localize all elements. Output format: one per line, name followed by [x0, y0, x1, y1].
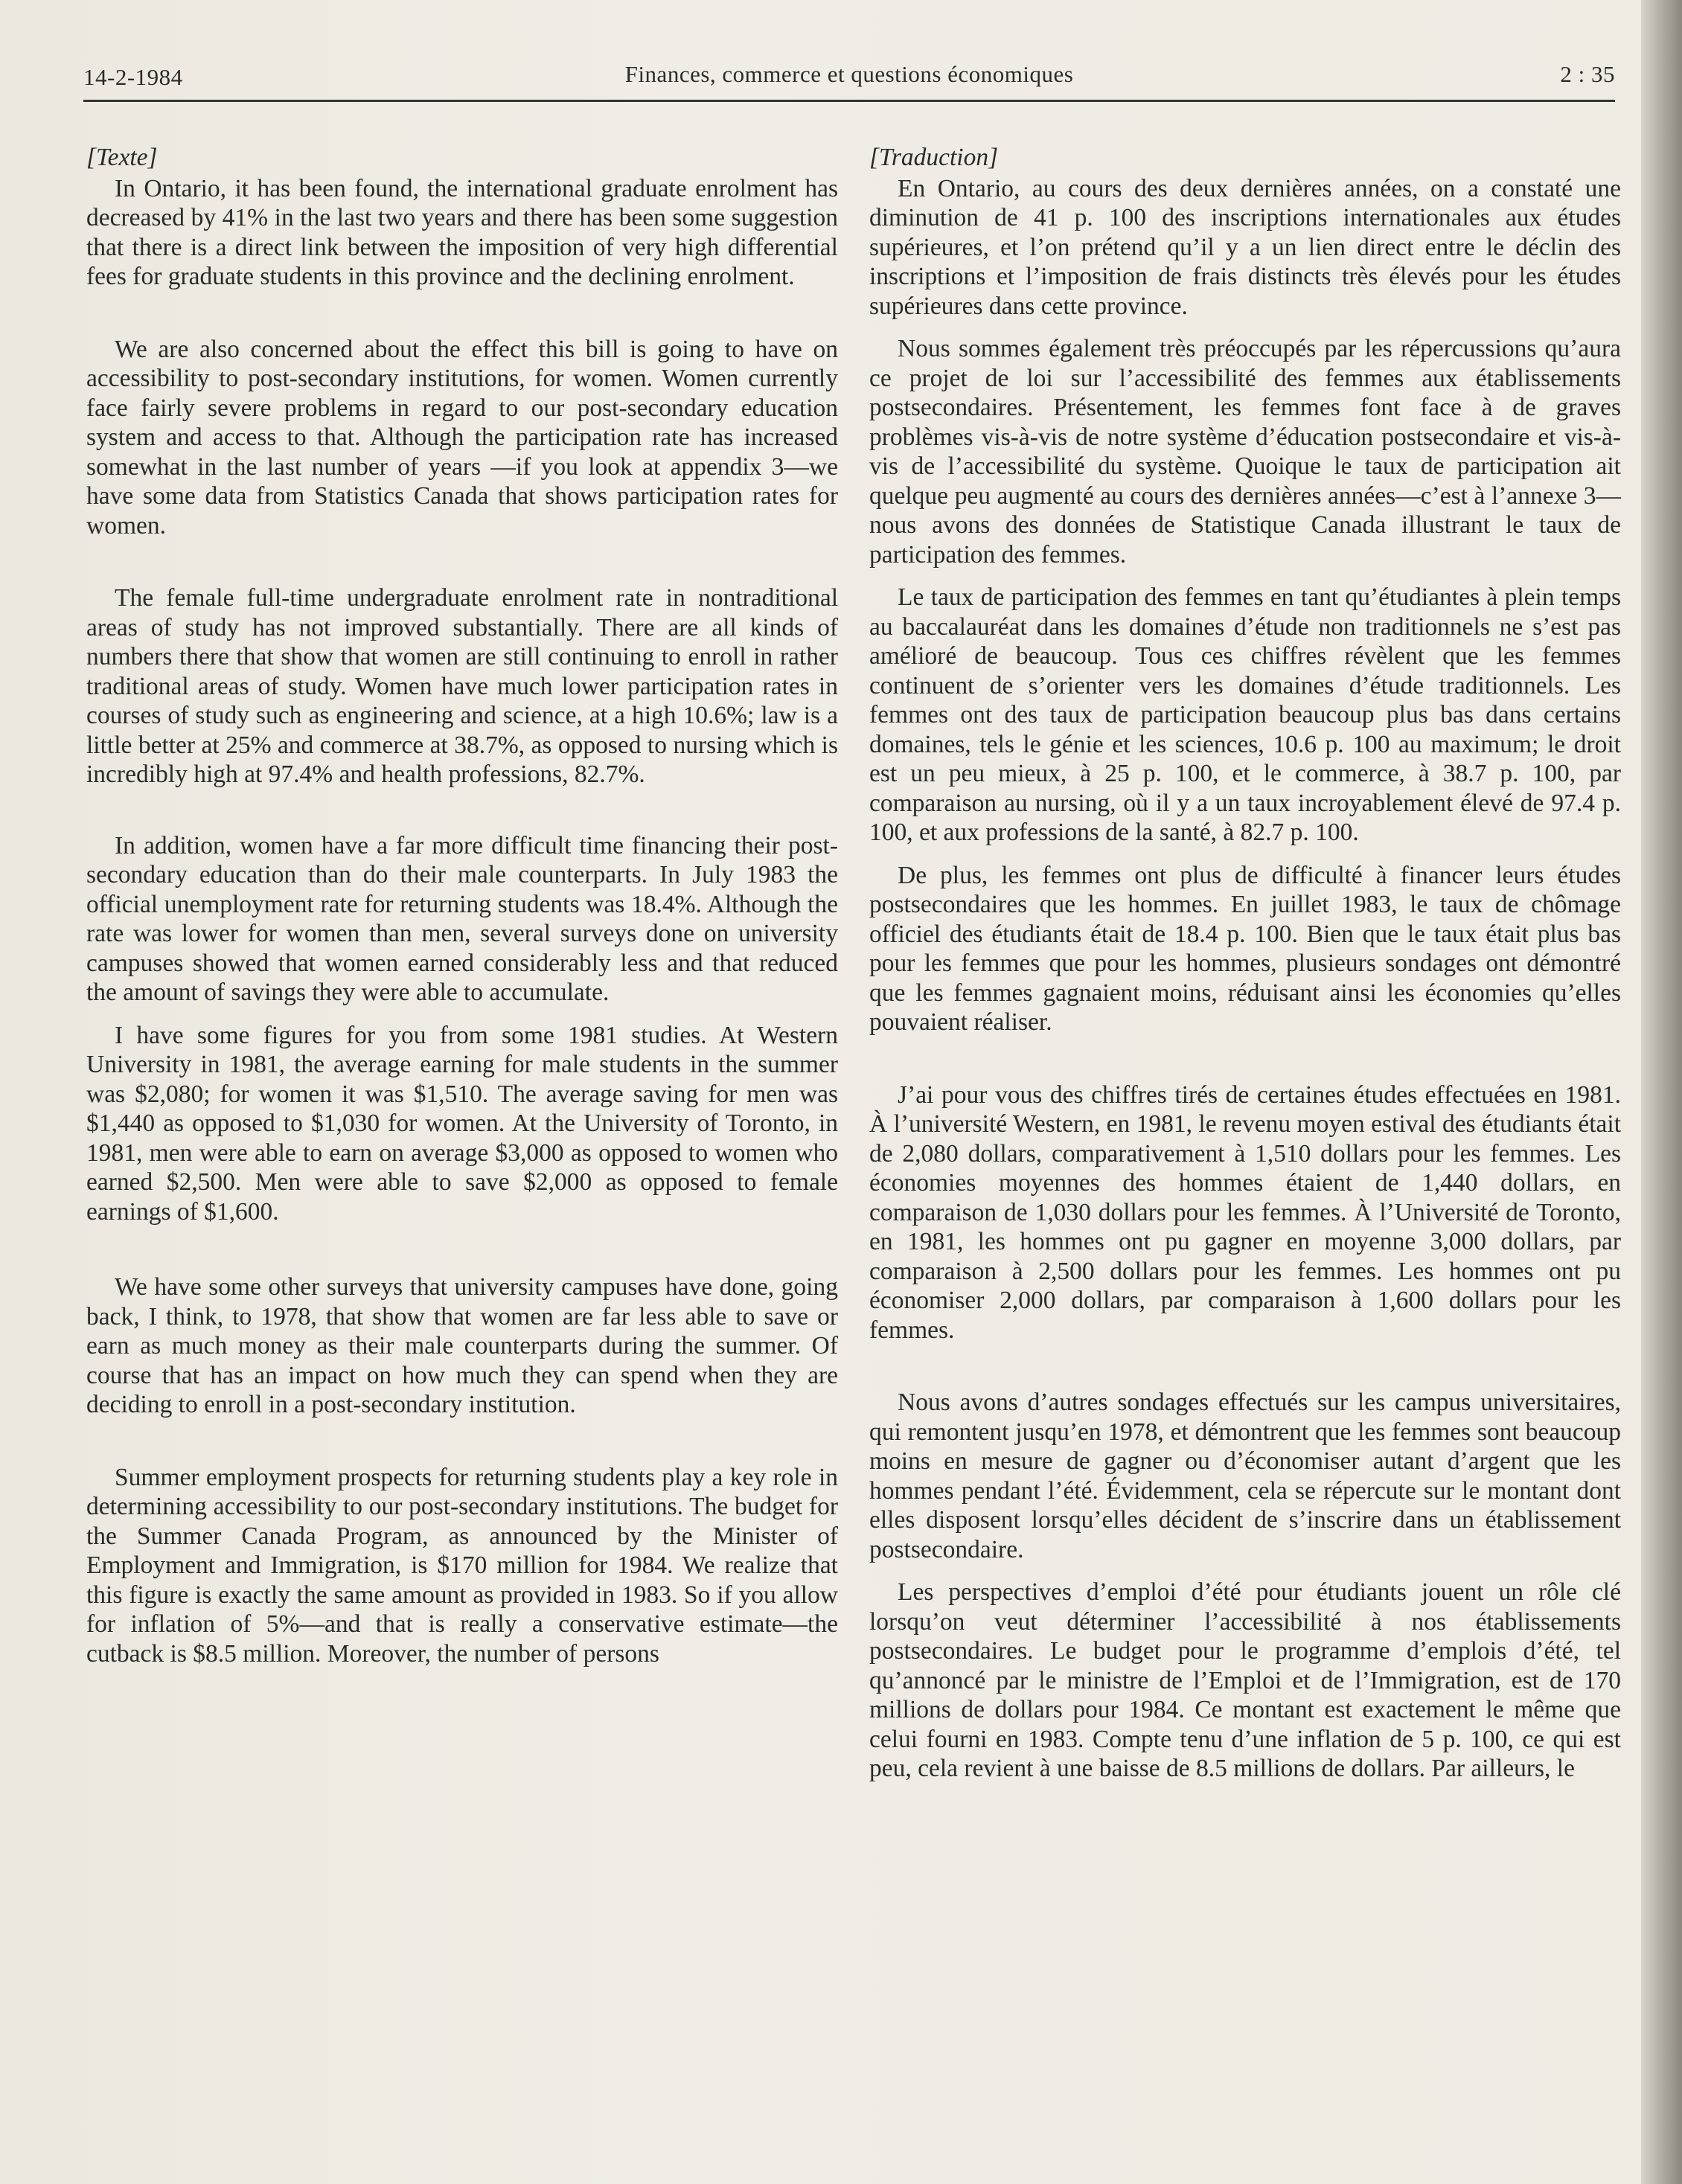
paragraph-en-1: In Ontario, it has been found, the international graduate enrolment has decreased by 41% in the last two years and there has been some suggestion that there is a direct link between the imposition of very high differential fees for graduate students in this province and the declining enrolment.	[86, 174, 838, 290]
page-edge-shadow	[1641, 0, 1682, 2184]
paragraph-fr-1: En Ontario, au cours des deux dernières années, on a constaté une diminution de 41 p. 100 des inscriptions internationales aux études supérieures, et l’on prétend qu’il y a un lien direct entre le déclin des inscriptions et l’imposition de frais distincts très élevés pour les études supérieures dans cette province.	[869, 174, 1621, 320]
paragraph-fr-7: Les perspectives d’emploi d’été pour étudiants jouent un rôle clé lorsqu’on veut déterminer l’accessibilité à nos établissements postsecondaires. Le budget pour le programme d’emplois d’été, tel qu’annoncé par le ministre de l’Emploi et de l’Immigration, est de 170 millions de dollars pour 1984. Ce montant est exactement le même que celui fourni en 1983. Compte tenu d’une inflation de 5 p. 100, ce qui est peu, cela revient à une baisse de 8.5 millions de dollars. Par ailleurs, le	[869, 1578, 1621, 1782]
paragraph-en-7: Summer employment prospects for returning students play a key role in determining accessibility to our post-secondary institutions. The budget for the Summer Canada Program, as announced by the Minister of Employment and Immigration, is $170 million for 1984. We realize that this figure is exactly the same amount as provided in 1983. So if you allow for inflation of 5%—and that is really a conservative estimate—the cutback is $8.5 million. Moreover, the number of persons	[86, 1463, 838, 1668]
english-column	[86, 143, 838, 1668]
page-number: 2 : 35	[1560, 61, 1615, 87]
column-heading-traduction: [Traduction]	[869, 144, 999, 171]
paragraph-fr-3: Le taux de participation des femmes en tant qu’étudiantes à plein temps au baccalauréat dans les domaines d’étude non traditionnels ne s’est pas amélioré de beaucoup. Tous ces chiffres révèlent que les femmes continuent de s’orienter vers les domaines d’étude traditionnels. Les femmes ont des taux de participation beaucoup plus bas dans certains domaines, tels le génie et les sciences, 10.6 p. 100 au maximum; le droit est un peu mieux, à 25 p. 100, et le commerce, à 38.7 p. 100, par comparaison au nursing, où il y a un taux incroyablement élevé de 97.4 p. 100, et aux professions de la santé, à 82.7 p. 100.	[869, 583, 1621, 846]
paragraph-en-5: I have some figures for you from some 1981 studies. At Western University in 1981, the average earning for male students in the summer was $2,080; for women it was $1,510. The average saving for men was $1,440 as opposed to $1,030 for women. At the University of Toronto, in 1981, men were able to earn on average $3,000 as opposed to women who earned $2,500. Men were able to save $2,000 as opposed to female earnings of $1,600.	[86, 1021, 838, 1226]
paragraph-fr-4: De plus, les femmes ont plus de difficulté à financer leurs études postsecondaires que les hommes. En juillet 1983, le taux de chômage officiel des étudiants était de 18.4 p. 100. Bien que le taux était plus bas pour les femmes que pour les hommes, plusieurs sondages ont démontré que les femmes gagnaient moins, réduisant ainsi les économies qu’elles pouvaient réaliser.	[869, 861, 1621, 1036]
header-title: Finances, commerce et questions économiques	[624, 61, 1074, 87]
french-column	[869, 143, 1621, 1784]
paragraph-en-6: We have some other surveys that university campuses have done, going back, I think, to 1978, that show that women are far less able to save or earn as much money as their male counterparts during the summer. Of course that has an impact on how much they can spend when they are deciding to enroll in a post-secondary institution.	[86, 1273, 838, 1418]
paragraph-fr-6: Nous avons d’autres sondages effectués sur les campus universitaires, qui remontent jusqu’en 1978, et démontrent que les femmes sont beaucoup moins en mesure de gagner ou d’économiser autant d’argent que les hommes pendant l’été. Évidemment, cela se répercute sur le montant dont elles disposent lorsqu’elles décident de s’inscrire dans un établissement postsecondaire.	[869, 1389, 1621, 1563]
paragraph-en-4: In addition, women have a far more difficult time financing their post-secondary education than do their male counterparts. In July 1983 the official unemployment rate for returning students was 18.4%. Although the rate was lower for women than men, several surveys done on university campuses showed that women earned considerably less and that reduced the amount of savings they were able to accumulate.	[86, 831, 838, 1006]
paragraph-en-2: We are also concerned about the effect this bill is going to have on accessibility to post-secondary institutions, for women. Women currently face fairly severe problems in regard to our post-secondary education system and access to that. Although the participation rate has increased somewhat in the last number of years —if you look at appendix 3—we have some data from Statistics Canada that shows participation rates for women.	[86, 335, 838, 539]
paragraph-fr-2: Nous sommes également très préoccupés par les répercussions qu’aura ce projet de loi sur l’accessibilité des femmes aux établissements postsecondaires. Présentement, les femmes font face à de graves problèmes vis-à-vis de notre système d’éducation postsecondaire et vis-à-vis de l’accessibilité du système. Quoique le taux de participation ait quelque peu augmenté au cours des dernières années—c’est à l’annexe 3—nous avons des données de Statistique Canada illustrant le taux de participation des femmes.	[869, 335, 1621, 569]
header-rule	[83, 100, 1615, 102]
column-heading-texte: [Texte]	[86, 144, 158, 171]
paragraph-en-3: The female full-time undergraduate enrolment rate in nontraditional areas of study has not improved substantially. There are all kinds of numbers there that show that women are still continuing to enroll in rather traditional areas of study. Women have much lower participation rates in courses of study such as engineering and science, at a high 10.6%; law is a little better at 25% and commerce at 38.7%, as opposed to nursing which is incredibly high at 97.4% and health professions, 82.7%.	[86, 584, 838, 788]
header-date: 14-2-1984	[83, 64, 183, 90]
paragraph-fr-5: J’ai pour vous des chiffres tirés de certaines études effectuées en 1981. À l’université Western, en 1981, le revenu moyen estival des étudiants était de 2,080 dollars, comparativement à 1,510 dollars pour les femmes. Les économies moyennes des hommes étaient de 1,440 dollars, en comparaison de 1,030 dollars pour les femmes. À l’Université de Toronto, en 1981, les hommes ont pu gagner en moyenne 3,000 dollars, par comparaison à 2,500 dollars pour les femmes. Les hommes ont pu économiser 2,000 dollars, par comparaison à 1,600 dollars pour les femmes.	[869, 1080, 1621, 1344]
page-header	[83, 61, 1615, 98]
